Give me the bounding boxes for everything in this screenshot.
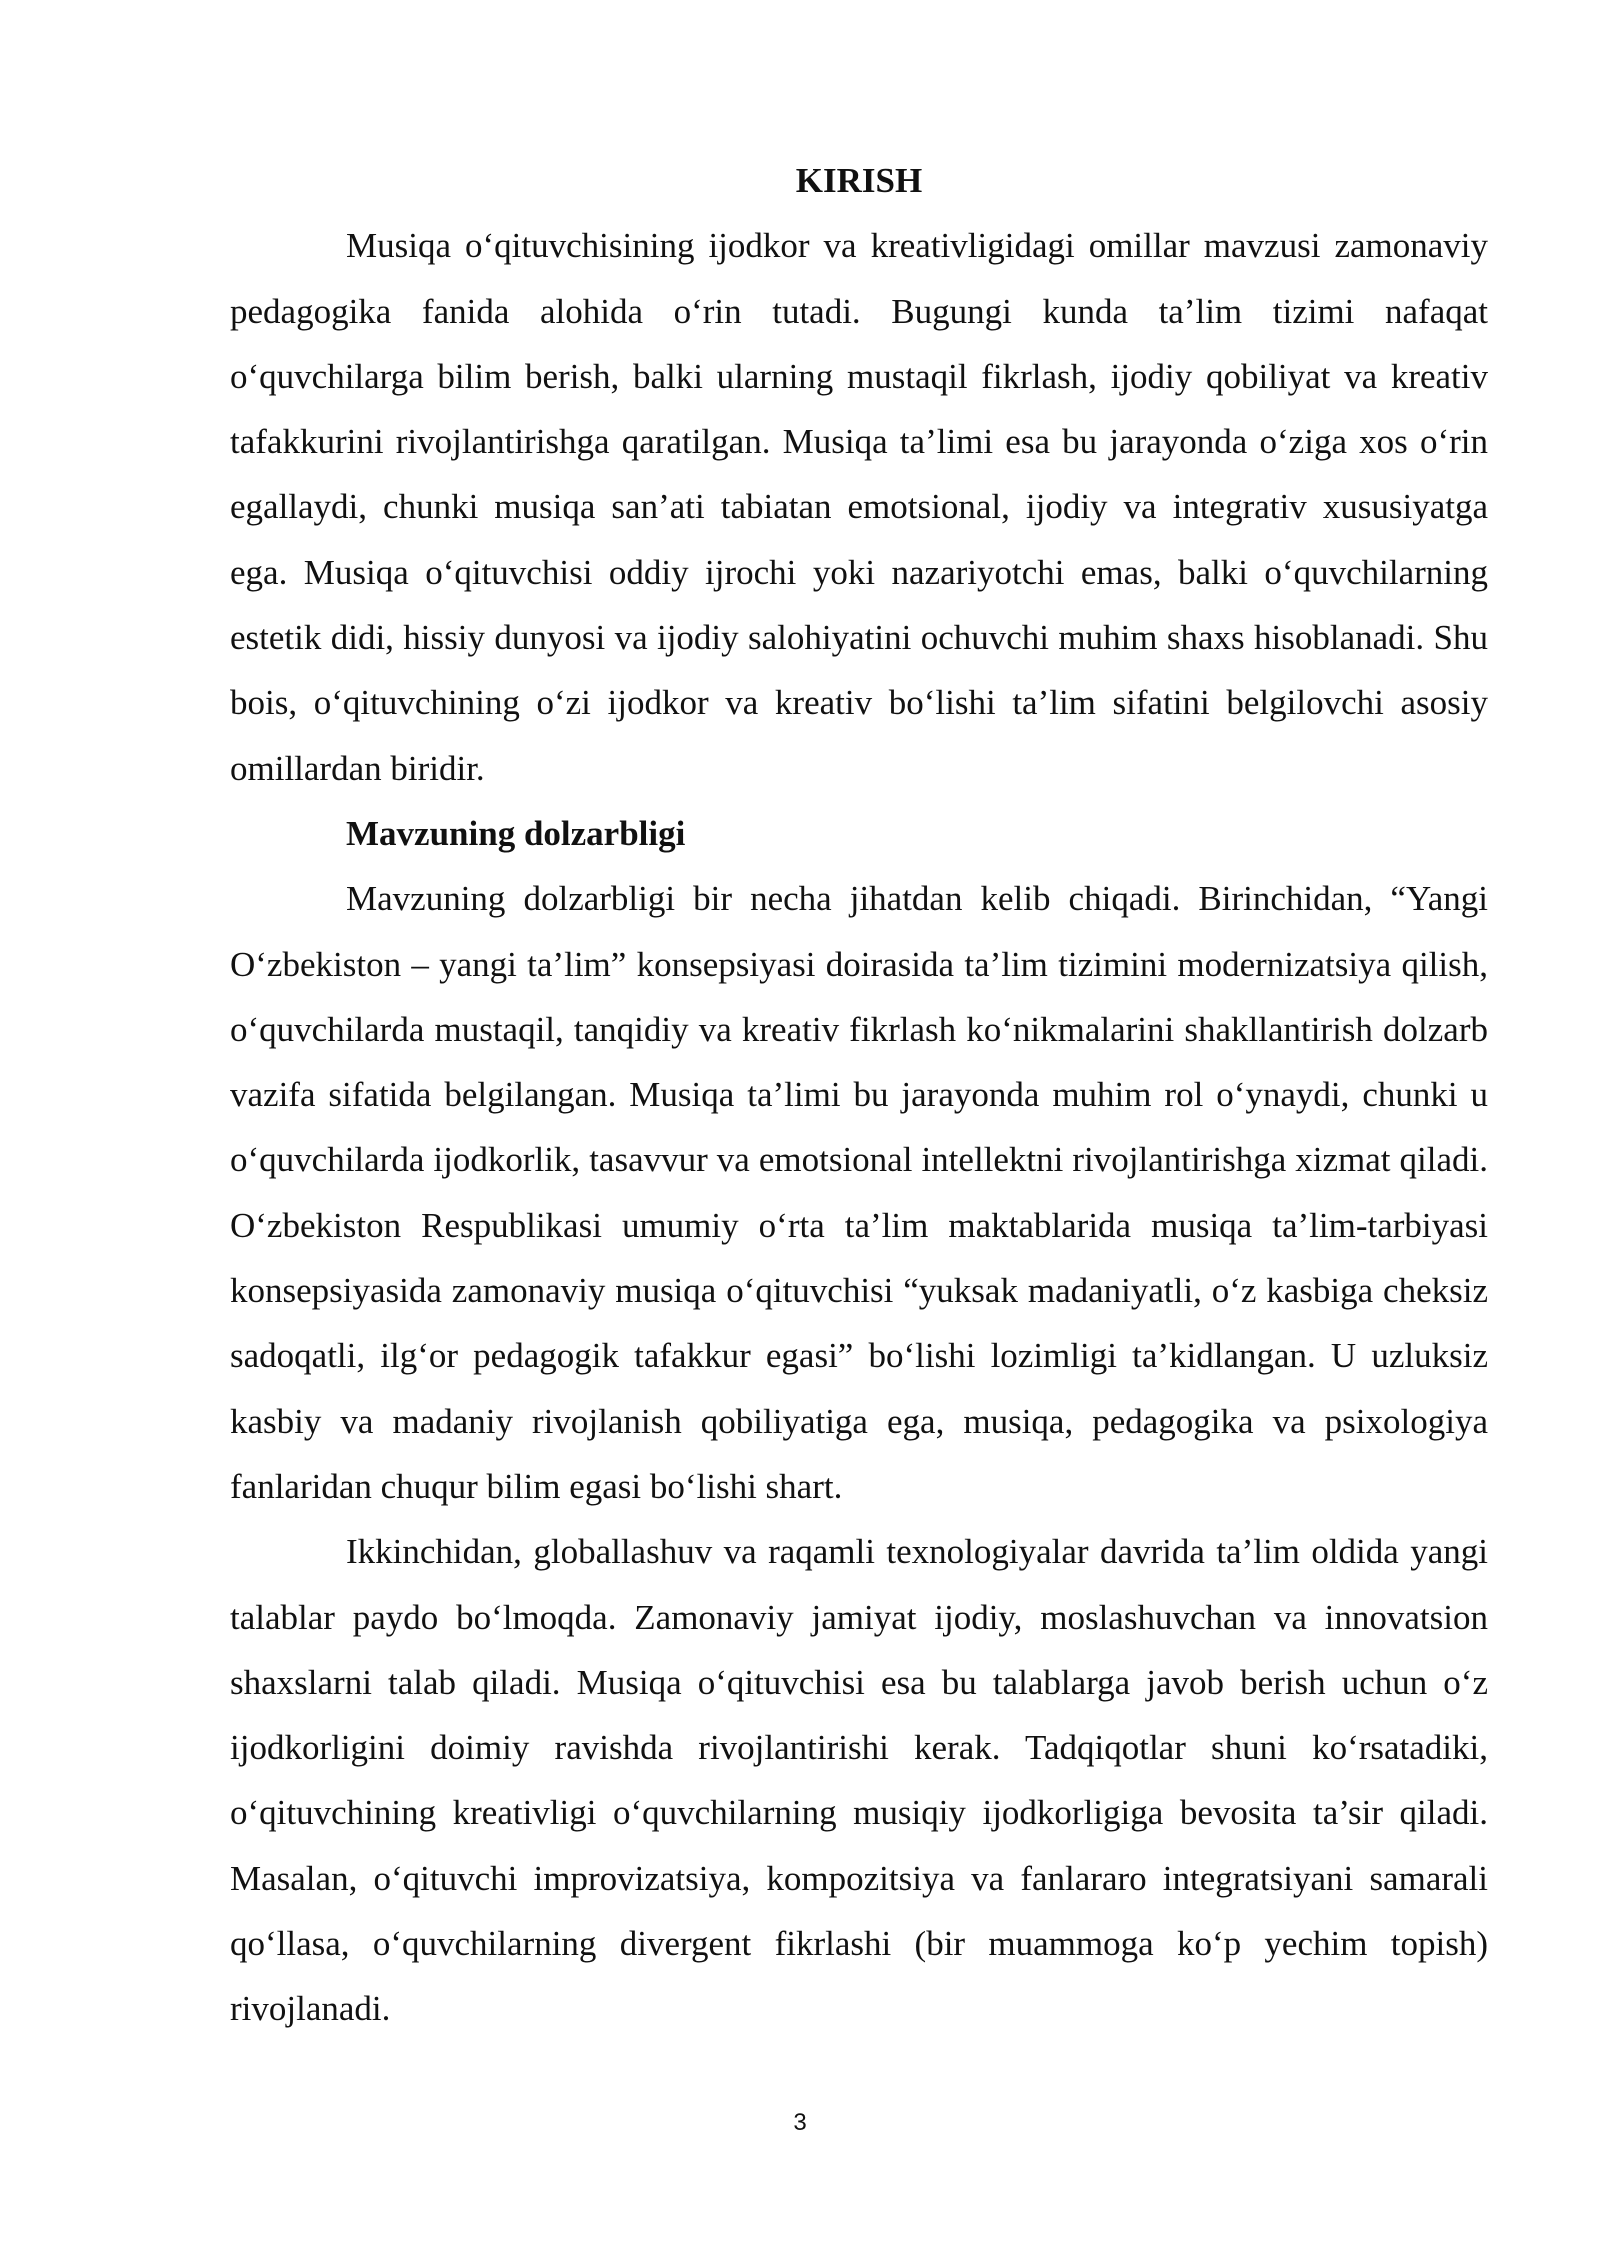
- relevance-subheading: Mavzuning dolzarbligi: [346, 813, 686, 853]
- section-title: KIRISH: [795, 161, 923, 200]
- page-number: 3: [793, 2109, 807, 2136]
- intro-paragraph: Musiqa o‘qituvchisining ijodkor va kreativligidagi omillar mavzusi zamonaviy pedagogika fanida alohida o‘rin tutadi. Bugungi kunda ta’lim tizimi nafaqat o‘quvchilarga bilim berish, balki ularning mustaqil fikrlash, ijodiy qobiliyat va kreativ tafakkurini rivojlantirishga qaratilgan. Musiqa ta’limi esa bu jarayonda o‘ziga xos o‘rin egallaydi, chunki musiqa san’ati tabiatan emotsional, ijodiy va integrativ xususiyatga ega. Musiqa o‘qituvchisi oddiy ijrochi yoki nazariyotchi emas, balki o‘quvchilarning estetik didi, hissiy dunyosi va ijodiy salohiyatini ochuvchi muhim shaxs hisoblanadi. Shu bois, o‘qituvchining o‘zi ijodkor va kreativ bo‘lishi ta’lim sifatini belgilovchi asosiy omillardan biridir.: [230, 226, 1488, 788]
- relevance-paragraph-2: Ikkinchidan, globallashuv va raqamli texnologiyalar davrida ta’lim oldida yangi talablar paydo bo‘lmoqda. Zamonaviy jamiyat ijodiy, moslashuvchan va innovatsion shaxslarni talab qiladi. Musiqa o‘qituvchisi esa bu talablarga javob berish uchun o‘z ijodkorligini doimiy ravishda rivojlantirishi kerak. Tadqiqotlar shuni ko‘rsatadiki, o‘qituvchining kreativligi o‘quvchilarning musiqiy ijodkorligiga bevosita ta’sir qiladi. Masalan, o‘qituvchi improvizatsiya, kompozitsiya va fanlararo integratsiyani samarali qo‘llasa, o‘quvchilarning divergent fikrlashi (bir muammoga ko‘p yechim topish) rivojlanadi.: [230, 1532, 1488, 2029]
- relevance-paragraph-1: Mavzuning dolzarbligi bir necha jihatdan kelib chiqadi. Birinchidan, “Yangi O‘zbekiston – yangi ta’lim” konsepsiyasi doirasida ta’lim tizimini modernizatsiya qilish, o‘quvchilarda mustaqil, tanqidiy va kreativ fikrlash ko‘nikmalarini shakllantirish dolzarb vazifa sifatida belgilangan. Musiqa ta’limi bu jarayonda muhim rol o‘ynaydi, chunki u o‘quvchilarda ijodkorlik, tasavvur va emotsional intellektni rivojlantirishga xizmat qiladi. O‘zbekiston Respublikasi umumiy o‘rta ta’lim maktablarida musiqa ta’lim-tarbiyasi konsepsiyasida zamonaviy musiqa o‘qituvchisi “yuksak madaniyatli, o‘z kasbiga cheksiz sadoqatli, ilg‘or pedagogik tafakkur egasi” bo‘lishi lozimligi ta’kidlangan. U uzluksiz kasbiy va madaniy rivojlanish qobiliyatiga ega, musiqa, pedagogika va psixologiya fanlaridan chuqur bilim egasi bo‘lishi shart.: [230, 879, 1488, 1506]
- document-page: [230, 148, 1488, 2042]
